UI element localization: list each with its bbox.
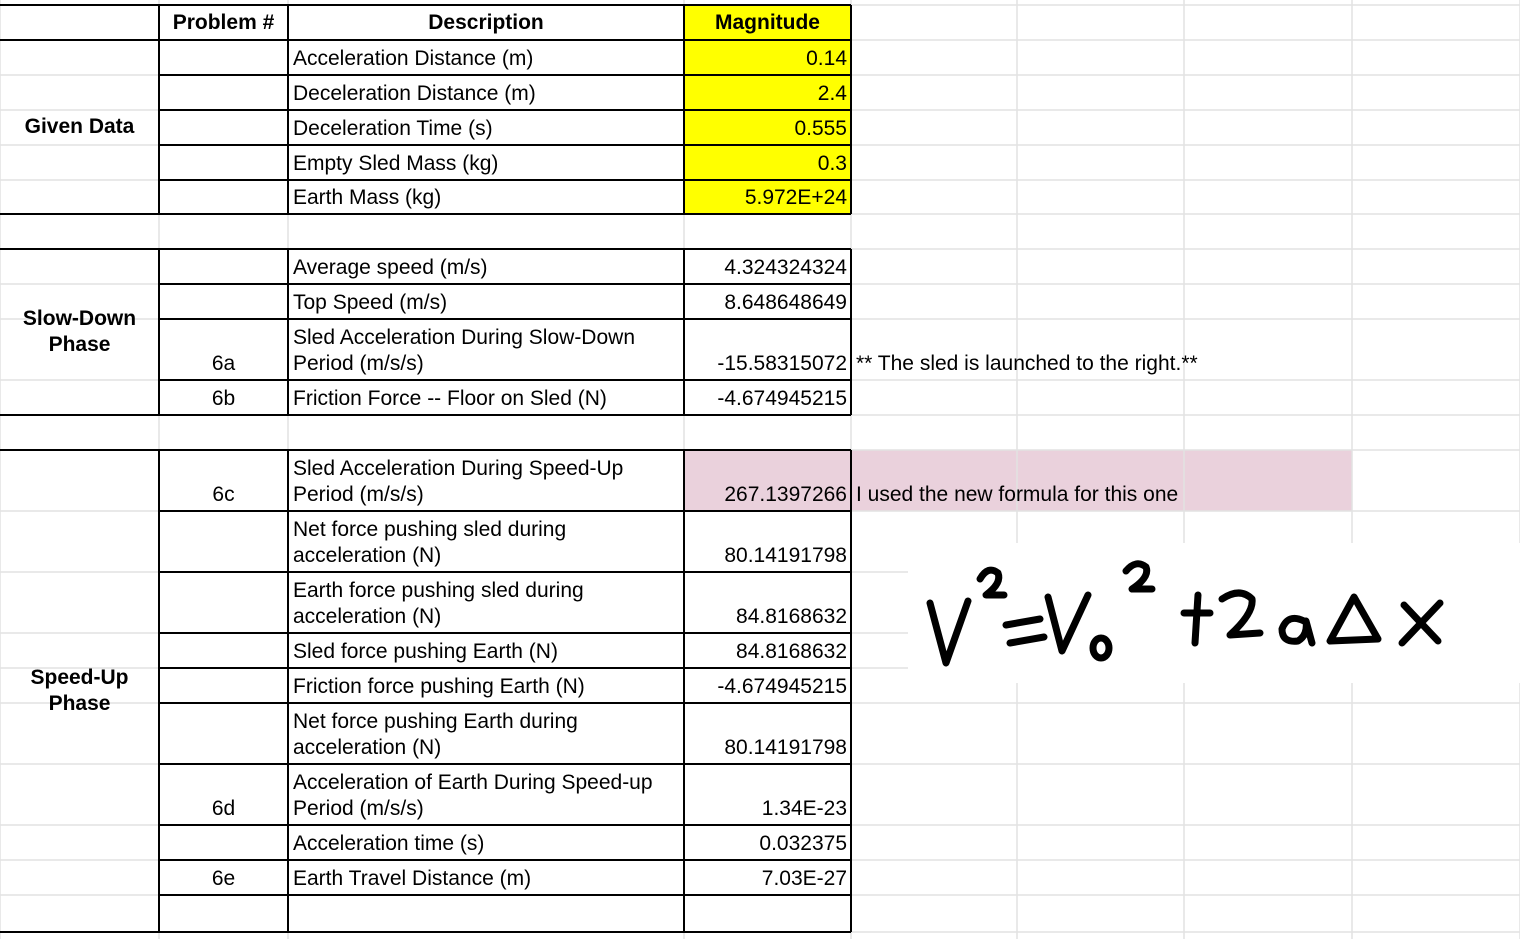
description-cell[interactable] bbox=[288, 380, 684, 415]
problem-number-cell-text: 6c bbox=[212, 483, 235, 506]
header-description[interactable] bbox=[288, 5, 684, 40]
formula-drawing bbox=[908, 543, 1520, 683]
description-cell[interactable] bbox=[288, 450, 684, 511]
description-cell-text: Friction force pushing Earth (N) bbox=[293, 675, 585, 698]
magnitude-cell-text: 7.03E-27 bbox=[761, 867, 847, 890]
magnitude-cell[interactable] bbox=[684, 284, 851, 319]
magnitude-cell-text: -4.674945215 bbox=[717, 675, 847, 698]
description-cell-text: Acceleration time (s) bbox=[293, 832, 485, 855]
magnitude-cell-text: 0.14 bbox=[806, 47, 847, 70]
problem-number-cell[interactable] bbox=[159, 180, 288, 214]
magnitude-cell[interactable] bbox=[684, 860, 851, 895]
problem-number-cell[interactable] bbox=[159, 145, 288, 180]
magnitude-cell[interactable] bbox=[684, 110, 851, 145]
header-description-text: Description bbox=[428, 10, 544, 34]
problem-number-cell[interactable] bbox=[159, 511, 288, 572]
description-cell[interactable] bbox=[288, 145, 684, 180]
description-cell-text: Average speed (m/s) bbox=[293, 256, 488, 279]
description-cell-text: Acceleration Distance (m) bbox=[293, 47, 534, 70]
magnitude-cell-text: 0.3 bbox=[817, 152, 847, 175]
header-magnitude[interactable] bbox=[684, 5, 851, 40]
description-cell-text: Friction Force -- Floor on Sled (N) bbox=[293, 387, 607, 410]
description-cell-text: Empty Sled Mass (kg) bbox=[293, 152, 499, 175]
magnitude-cell[interactable] bbox=[684, 764, 851, 825]
problem-number-cell[interactable] bbox=[159, 764, 288, 825]
magnitude-cell-text: 80.14191798 bbox=[724, 736, 847, 759]
description-cell-text: Deceleration Time (s) bbox=[293, 117, 493, 140]
description-cell[interactable] bbox=[288, 75, 684, 110]
magnitude-cell[interactable] bbox=[684, 668, 851, 703]
problem-number-cell[interactable] bbox=[159, 110, 288, 145]
magnitude-cell[interactable] bbox=[684, 511, 851, 572]
magnitude-cell-text: 8.648648649 bbox=[724, 291, 847, 314]
group-label-slow-down-phase[interactable] bbox=[0, 249, 159, 415]
description-cell-text: Sled Acceleration During Slow-Down Period (m/s/s) bbox=[293, 326, 635, 375]
magnitude-cell[interactable] bbox=[684, 572, 851, 633]
description-cell-text: Net force pushing sled during acceleration (N) bbox=[293, 518, 567, 567]
problem-number-cell[interactable] bbox=[159, 572, 288, 633]
problem-number-cell-text: 6d bbox=[211, 797, 236, 820]
problem-number-cell-text: 6b bbox=[211, 387, 236, 410]
magnitude-cell-text: 5.972E+24 bbox=[744, 186, 847, 209]
description-cell[interactable] bbox=[288, 572, 684, 633]
header-problem-number-text: Problem # bbox=[172, 10, 275, 34]
description-cell[interactable] bbox=[288, 110, 684, 145]
magnitude-cell-text: -4.674945215 bbox=[717, 387, 847, 410]
description-cell-text: Acceleration of Earth During Speed-up Period (m/s/s) bbox=[293, 771, 653, 820]
formula-note[interactable] bbox=[851, 450, 1352, 511]
group-label-given-data-text: Given Data bbox=[24, 115, 135, 138]
problem-number-cell-text: 6a bbox=[211, 352, 236, 375]
problem-number-cell[interactable] bbox=[159, 319, 288, 380]
description-cell-text: Sled Acceleration During Speed-Up Period (m/s/s) bbox=[293, 457, 624, 506]
header-magnitude-text: Magnitude bbox=[715, 10, 820, 34]
magnitude-cell-text: 80.14191798 bbox=[724, 544, 847, 567]
magnitude-cell-text: 84.8168632 bbox=[736, 640, 847, 663]
magnitude-cell[interactable] bbox=[684, 633, 851, 668]
magnitude-cell-text: 0.555 bbox=[794, 117, 847, 140]
description-cell-text: Earth force pushing sled during acceleration (N) bbox=[293, 579, 584, 628]
problem-number-cell[interactable] bbox=[159, 40, 288, 75]
magnitude-cell-text: 2.4 bbox=[817, 82, 847, 105]
magnitude-cell-text: 0.032375 bbox=[759, 832, 847, 855]
magnitude-cell-text: -15.58315072 bbox=[717, 352, 847, 375]
problem-number-cell[interactable] bbox=[159, 284, 288, 319]
magnitude-cell[interactable] bbox=[684, 145, 851, 180]
problem-number-cell[interactable] bbox=[159, 633, 288, 668]
description-cell[interactable] bbox=[288, 633, 684, 668]
magnitude-cell[interactable] bbox=[684, 703, 851, 764]
problem-number-cell[interactable] bbox=[159, 380, 288, 415]
magnitude-cell-text: 1.34E-23 bbox=[761, 797, 847, 820]
group-label-speed-up-phase-text: Speed-Up Phase bbox=[30, 666, 129, 715]
problem-number-cell[interactable] bbox=[159, 249, 288, 284]
magnitude-cell-text: 84.8168632 bbox=[736, 605, 847, 628]
description-cell[interactable] bbox=[288, 319, 684, 380]
launch-direction-note[interactable] bbox=[851, 319, 1352, 380]
description-cell[interactable] bbox=[288, 825, 684, 860]
magnitude-cell[interactable] bbox=[684, 450, 851, 511]
problem-number-cell-text: 6e bbox=[211, 867, 236, 890]
magnitude-cell[interactable] bbox=[684, 319, 851, 380]
problem-number-cell[interactable] bbox=[159, 825, 288, 860]
magnitude-cell-text: 267.1397266 bbox=[724, 483, 847, 506]
group-label-given-data[interactable] bbox=[0, 40, 159, 214]
group-label-speed-up-phase[interactable] bbox=[0, 450, 159, 932]
description-cell[interactable] bbox=[288, 180, 684, 214]
description-cell[interactable] bbox=[288, 284, 684, 319]
problem-number-cell[interactable] bbox=[159, 860, 288, 895]
description-cell-text: Earth Mass (kg) bbox=[293, 186, 442, 209]
problem-number-cell[interactable] bbox=[159, 668, 288, 703]
description-cell[interactable] bbox=[288, 668, 684, 703]
magnitude-cell[interactable] bbox=[684, 249, 851, 284]
magnitude-cell[interactable] bbox=[684, 40, 851, 75]
description-cell[interactable] bbox=[288, 860, 684, 895]
magnitude-cell[interactable] bbox=[684, 825, 851, 860]
description-cell[interactable] bbox=[288, 249, 684, 284]
problem-number-cell[interactable] bbox=[159, 450, 288, 511]
magnitude-cell-text: 4.324324324 bbox=[724, 256, 847, 279]
description-cell-text: Net force pushing Earth during acceleration (N) bbox=[293, 710, 578, 759]
magnitude-cell[interactable] bbox=[684, 380, 851, 415]
handwritten-formula-image bbox=[908, 543, 1520, 683]
description-cell[interactable] bbox=[288, 764, 684, 825]
problem-number-cell[interactable] bbox=[159, 703, 288, 764]
problem-number-cell[interactable] bbox=[159, 75, 288, 110]
description-cell[interactable] bbox=[288, 40, 684, 75]
magnitude-cell[interactable] bbox=[684, 180, 851, 214]
description-cell[interactable] bbox=[288, 703, 684, 764]
description-cell-text: Earth Travel Distance (m) bbox=[293, 867, 532, 890]
formula-note-text: I used the new formula for this one bbox=[856, 483, 1179, 506]
header-problem-number[interactable] bbox=[159, 5, 288, 40]
group-label-slow-down-phase-text: Slow-Down Phase bbox=[22, 307, 137, 356]
description-cell-text: Top Speed (m/s) bbox=[293, 291, 448, 314]
description-cell[interactable] bbox=[288, 511, 684, 572]
description-cell-text: Sled force pushing Earth (N) bbox=[293, 640, 558, 663]
launch-direction-note-text: ** The sled is launched to the right.** bbox=[856, 352, 1198, 375]
description-cell-text: Deceleration Distance (m) bbox=[293, 82, 536, 105]
magnitude-cell[interactable] bbox=[684, 75, 851, 110]
